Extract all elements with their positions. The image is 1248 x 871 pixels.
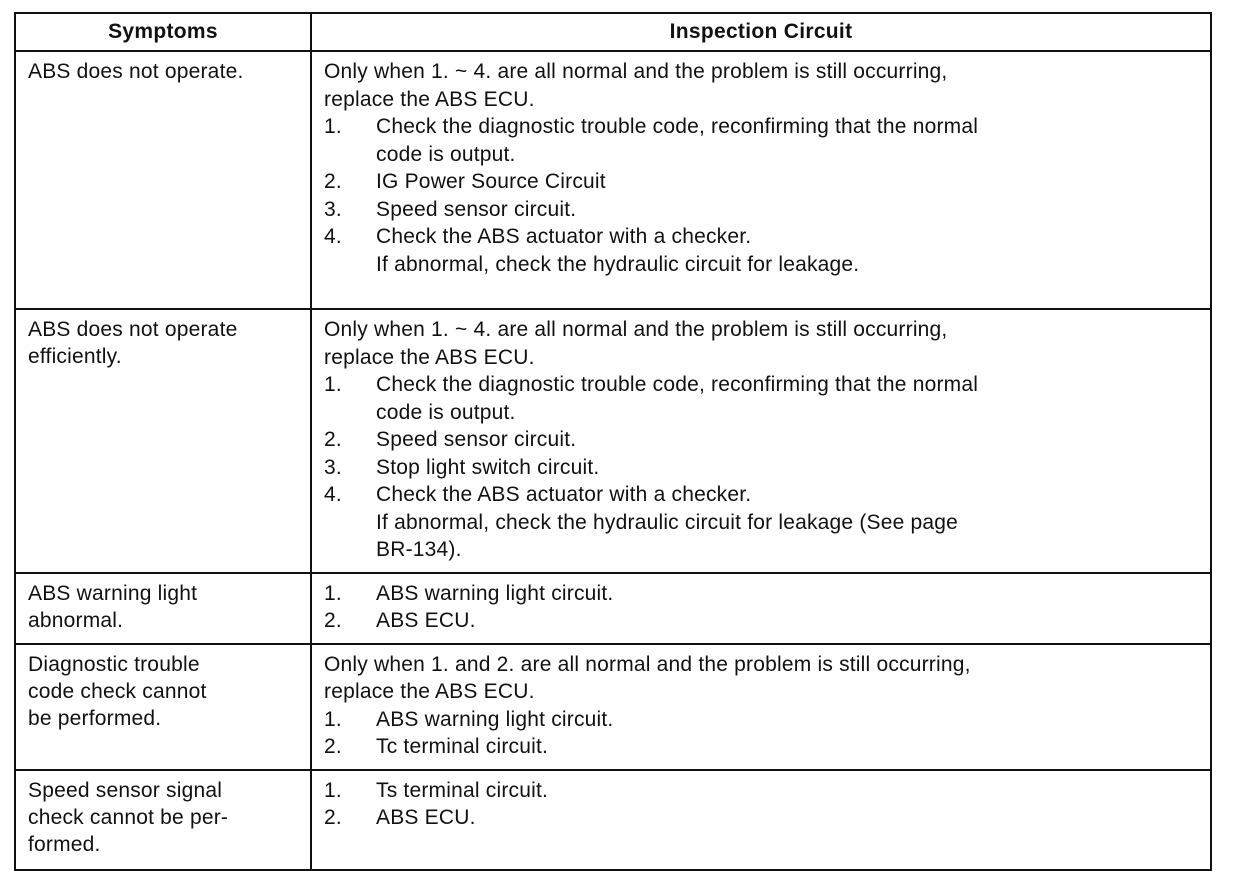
- step-number: 2.: [324, 735, 342, 758]
- inspection-cell: [311, 644, 1211, 770]
- step-number: 1.: [324, 373, 342, 396]
- symptom-cell: [15, 573, 311, 644]
- step-text: Check the ABS actuator with a checker. If abnormal, check the hydraulic circuit for leakage (See page BR-134).: [376, 483, 959, 561]
- inspection-cell: [311, 770, 1211, 870]
- inspection-step: [324, 777, 1200, 805]
- inspection-cell: [311, 573, 1211, 644]
- step-number: 2.: [324, 428, 342, 451]
- step-text: ABS ECU.: [376, 609, 476, 632]
- step-number: 4.: [324, 483, 342, 506]
- step-text: Speed sensor circuit.: [376, 428, 577, 451]
- inspection-step: [324, 607, 1200, 635]
- inspection-step: [324, 804, 1200, 832]
- step-number: 1.: [324, 581, 342, 605]
- step-number: 2.: [324, 806, 342, 829]
- step-number: 4.: [324, 225, 342, 248]
- header-symptoms: Symptoms: [15, 13, 311, 51]
- step-text: IG Power Source Circuit: [376, 170, 606, 193]
- symptom-text: Speed sensor signal check cannot be per- formed.: [28, 778, 229, 856]
- symptom-text: ABS does not operate.: [28, 60, 244, 83]
- step-number: 1.: [324, 778, 342, 802]
- step-text: Stop light switch circuit.: [376, 455, 600, 479]
- step-number: 1.: [324, 707, 342, 731]
- inspection-step: [324, 113, 1200, 168]
- step-number: 1.: [324, 115, 342, 138]
- inspection-intro: Only when 1. and 2. are all normal and the problem is still occurring, replace the ABS ECU.: [324, 652, 971, 703]
- step-text: Ts terminal circuit.: [376, 778, 549, 802]
- table-row: [15, 309, 1211, 573]
- symptom-cell: [15, 309, 311, 573]
- header-inspection-circuit: Inspection Circuit: [311, 13, 1211, 51]
- step-number: 2.: [324, 170, 342, 193]
- table-row: [15, 644, 1211, 770]
- inspection-step: [324, 426, 1200, 454]
- inspection-step: [324, 481, 1200, 564]
- table-row: [15, 51, 1211, 309]
- document-page: [14, 12, 1210, 871]
- step-text: Speed sensor circuit.: [376, 197, 577, 221]
- inspection-intro: Only when 1. ~ 4. are all normal and the problem is still occurring, replace the ABS ECU.: [324, 318, 948, 369]
- step-number: 2.: [324, 609, 342, 632]
- symptom-cell: [15, 51, 311, 309]
- step-text: Tc terminal circuit.: [376, 735, 549, 758]
- table-row: [15, 573, 1211, 644]
- inspection-step: [324, 580, 1200, 608]
- symptom-text: ABS does not operate efficiently.: [28, 318, 238, 368]
- step-text: Check the diagnostic trouble code, reconfirming that the normal code is output.: [376, 373, 979, 424]
- step-text: Check the diagnostic trouble code, reconfirming that the normal code is output.: [376, 115, 979, 166]
- inspection-step: [324, 223, 1200, 278]
- step-number: 3.: [324, 455, 342, 479]
- step-text: Check the ABS actuator with a checker. If abnormal, check the hydraulic circuit for leakage.: [376, 225, 860, 276]
- inspection-cell: [311, 309, 1211, 573]
- inspection-step: [324, 733, 1200, 761]
- symptom-text: Diagnostic trouble code check cannot be performed.: [28, 652, 207, 730]
- step-text: ABS warning light circuit.: [376, 581, 614, 605]
- table-header-row: [15, 13, 1211, 51]
- inspection-cell: [311, 51, 1211, 309]
- table-row: [15, 770, 1211, 870]
- step-number: 3.: [324, 197, 342, 221]
- inspection-step: [324, 454, 1200, 482]
- inspection-intro: Only when 1. ~ 4. are all normal and the problem is still occurring, replace the ABS ECU.: [324, 60, 948, 111]
- symptom-cell: [15, 644, 311, 770]
- step-text: ABS ECU.: [376, 806, 476, 829]
- step-text: ABS warning light circuit.: [376, 707, 614, 731]
- inspection-step: [324, 196, 1200, 224]
- symptom-cell: [15, 770, 311, 870]
- diagnosis-table: [14, 12, 1212, 871]
- inspection-step: [324, 371, 1200, 426]
- symptom-text: ABS warning light abnormal.: [28, 581, 198, 632]
- inspection-step: [324, 706, 1200, 734]
- inspection-step: [324, 168, 1200, 196]
